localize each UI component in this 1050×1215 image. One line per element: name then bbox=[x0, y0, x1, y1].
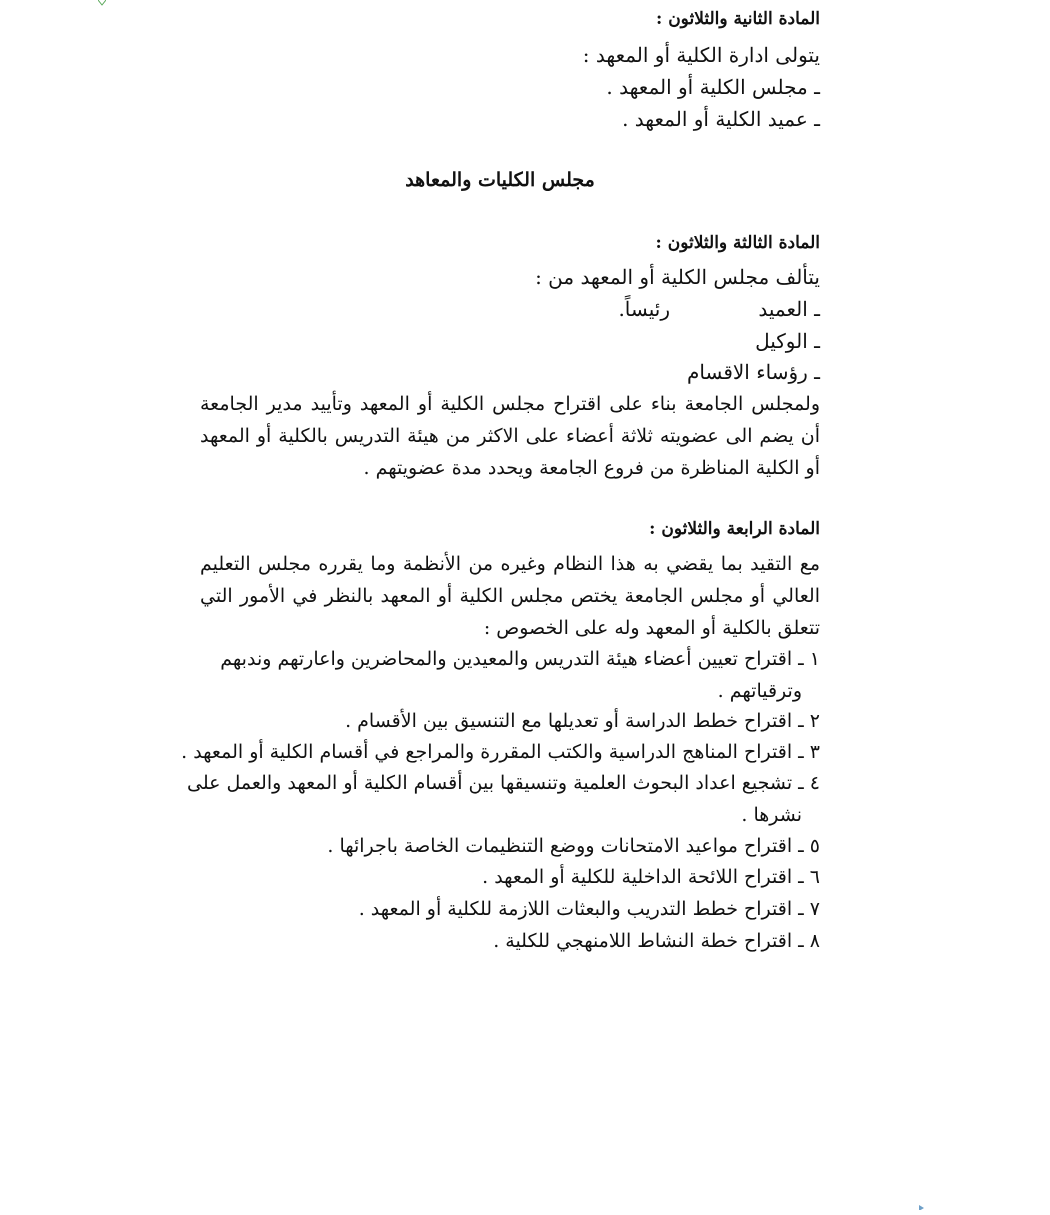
article-33-member-dean-role: رئيساً. bbox=[618, 297, 670, 321]
article-34-paragraph: مع التقيد بما يقضي به هذا النظام وغيره من الأنظمة وما يقرره مجلس التعليم العالي أو مجلس الجامعة يختص مجلس الكلية أو المعهد بالنظر في الأمور التي تتعلق بالكلية أو المعهد وله على الخصوص : bbox=[200, 553, 820, 639]
article-34-item-7: ٧ ـ اقتراح خطط التدريب والبعثات اللازمة للكلية أو المعهد . bbox=[358, 898, 820, 920]
article-34-item-2: ٢ ـ اقتراح خطط الدراسة أو تعديلها مع التنسيق بين الأقسام . bbox=[345, 710, 820, 732]
section-title: مجلس الكليات والمعاهد bbox=[405, 169, 595, 191]
article-34-item-6: ٦ ـ اقتراح اللائحة الداخلية للكلية أو المعهد . bbox=[482, 866, 820, 888]
article-33-member-deputy: ـ الوكيل bbox=[755, 329, 820, 353]
article-33-member-dean: ـ العميد bbox=[758, 297, 820, 321]
article-34-item-5: ٥ ـ اقتراح مواعيد الامتحانات ووضع التنظيمات الخاصة باجرائها . bbox=[327, 835, 820, 857]
article-32-heading: المادة الثانية والثلاثون : bbox=[656, 9, 820, 29]
article-32-item-2: ـ عميد الكلية أو المعهد . bbox=[622, 107, 820, 131]
article-34-item-4: ٤ ـ تشجيع اعداد البحوث العلمية وتنسيقها بين أقسام الكلية أو المعهد والعمل على bbox=[187, 772, 820, 794]
article-34-item-4-continued: نشرها . bbox=[741, 804, 802, 826]
article-32-item-1: ـ مجلس الكلية أو المعهد . bbox=[606, 75, 820, 99]
article-34-item-3: ٣ ـ اقتراح المناهج الدراسية والكتب المقررة والمراجع في أقسام الكلية أو المعهد . bbox=[181, 741, 820, 763]
article-34-item-8: ٨ ـ اقتراح خطة النشاط اللامنهجي للكلية . bbox=[493, 930, 820, 952]
article-34-heading: المادة الرابعة والثلاثون : bbox=[649, 519, 820, 539]
article-33-member-heads: ـ رؤساء الاقسام bbox=[687, 360, 820, 384]
scan-mark-bottom bbox=[918, 1204, 926, 1210]
article-33-paragraph: ولمجلس الجامعة بناء على اقتراح مجلس الكلية أو المعهد وتأييد مدير الجامعة أن يضم الى عضويته ثلاثة أعضاء على الاكثر من هيئة التدريس بالكلية أو المعهد أو الكلية المناظرة من فروع الجامعة ويحدد مدة عضويتهم . bbox=[200, 393, 820, 479]
article-34-item-1-continued: وترقياتهم . bbox=[717, 680, 802, 702]
scan-mark-top bbox=[98, 0, 106, 6]
article-34-item-1: ١ ـ اقتراح تعيين أعضاء هيئة التدريس والمعيدين والمحاضرين واعارتهم وندبهم bbox=[220, 648, 820, 670]
article-32-intro: يتولى ادارة الكلية أو المعهد : bbox=[582, 43, 820, 67]
article-33-heading: المادة الثالثة والثلاثون : bbox=[655, 233, 820, 253]
article-33-intro: يتألف مجلس الكلية أو المعهد من : bbox=[535, 265, 820, 289]
